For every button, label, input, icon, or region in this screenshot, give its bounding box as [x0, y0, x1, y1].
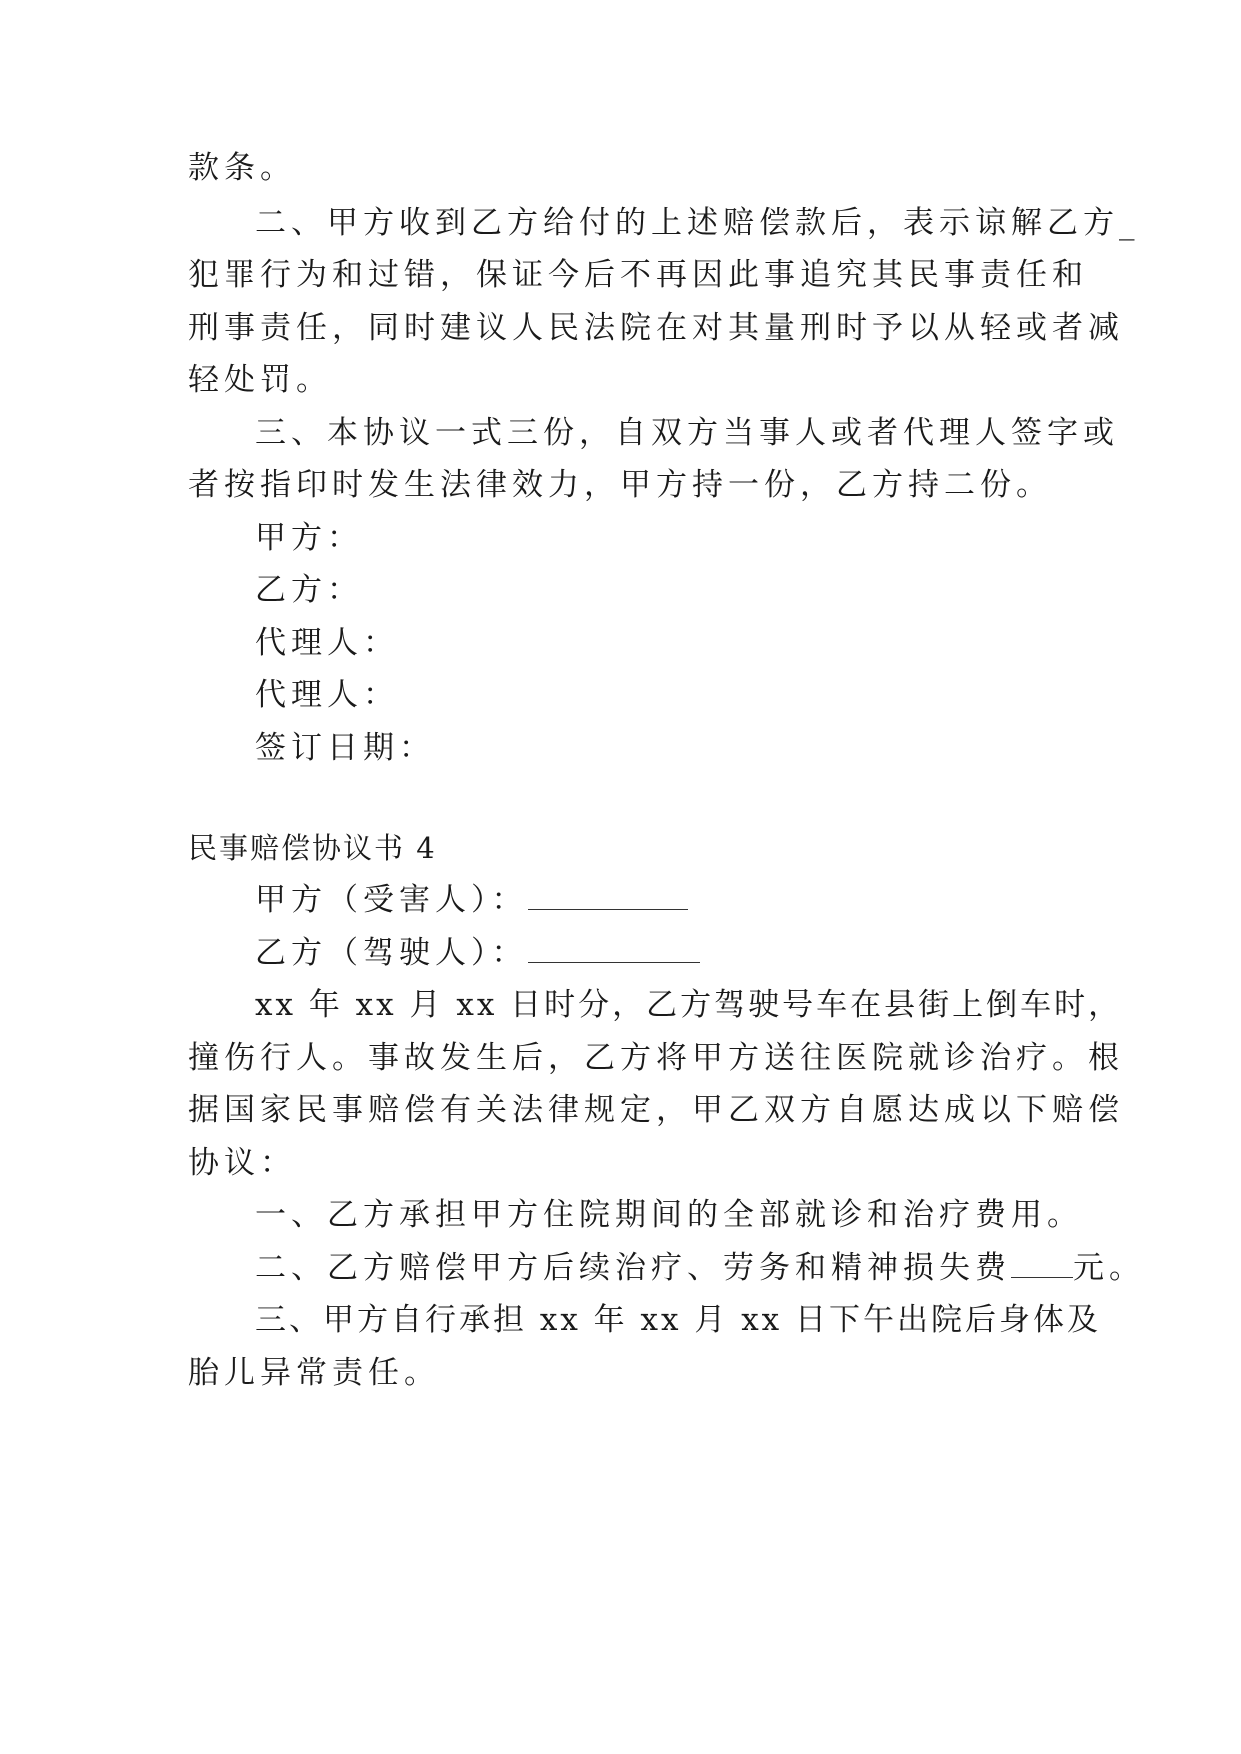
clause-line: [255, 1248, 1145, 1288]
paragraph-line: 刑事责任，同时建议人民法院在对其量刑时予以从轻或者减: [188, 310, 1124, 346]
clause-line: 三、甲方自行承担 xx 年 xx 月 xx 日下午出院后身体及: [255, 1302, 1102, 1338]
signature-date: 签订日期：: [255, 730, 435, 766]
paragraph-line: 三、本协议一式三份，自双方当事人或者代理人签字或: [255, 415, 1119, 451]
signature-party-b: 乙方：: [255, 572, 363, 608]
amount-blank: [1011, 1251, 1073, 1278]
paragraph-line: 者按指印时发生法律效力，甲方持一份，乙方持二份。: [188, 467, 1052, 503]
paragraph-line: 二、甲方收到乙方给付的上述赔偿款后，表示谅解乙方_: [255, 205, 1140, 241]
signature-agent: 代理人：: [255, 625, 399, 661]
clause2-unit: 元。: [1073, 1250, 1145, 1286]
section-title: 民事赔偿协议书 4: [188, 831, 437, 865]
party-b-label: 乙方（驾驶人）：: [255, 935, 528, 971]
party-a-label: 甲方（受害人）：: [255, 882, 528, 918]
party-b-blank: [528, 936, 700, 963]
clause2-text: 二、乙方赔偿甲方后续治疗、劳务和精神损失费: [255, 1250, 1011, 1286]
party-a-blank: [528, 883, 688, 910]
party-a-row: [255, 880, 1145, 920]
party-b-row: [255, 933, 1145, 973]
paragraph-line: 据国家民事赔偿有关法律规定，甲乙双方自愿达成以下赔偿: [188, 1092, 1124, 1128]
clause-line: 一、乙方承担甲方住院期间的全部就诊和治疗费用。: [255, 1197, 1083, 1233]
paragraph-line: 撞伤行人。事故发生后，乙方将甲方送往医院就诊治疗。根: [188, 1040, 1124, 1076]
paragraph-line: xx 年 xx 月 xx 日时分，乙方驾驶号车在县街上倒车时，: [255, 987, 1123, 1023]
paragraph-line: 款条。: [188, 150, 296, 186]
signature-agent: 代理人：: [255, 677, 399, 713]
paragraph-line: 轻处罚。: [188, 362, 332, 398]
paragraph-line: 犯罪行为和过错，保证今后不再因此事追究其民事责任和: [188, 257, 1088, 293]
clause-line: 胎儿异常责任。: [188, 1355, 440, 1391]
signature-party-a: 甲方：: [255, 520, 363, 556]
paragraph-line: 协议：: [188, 1145, 296, 1181]
